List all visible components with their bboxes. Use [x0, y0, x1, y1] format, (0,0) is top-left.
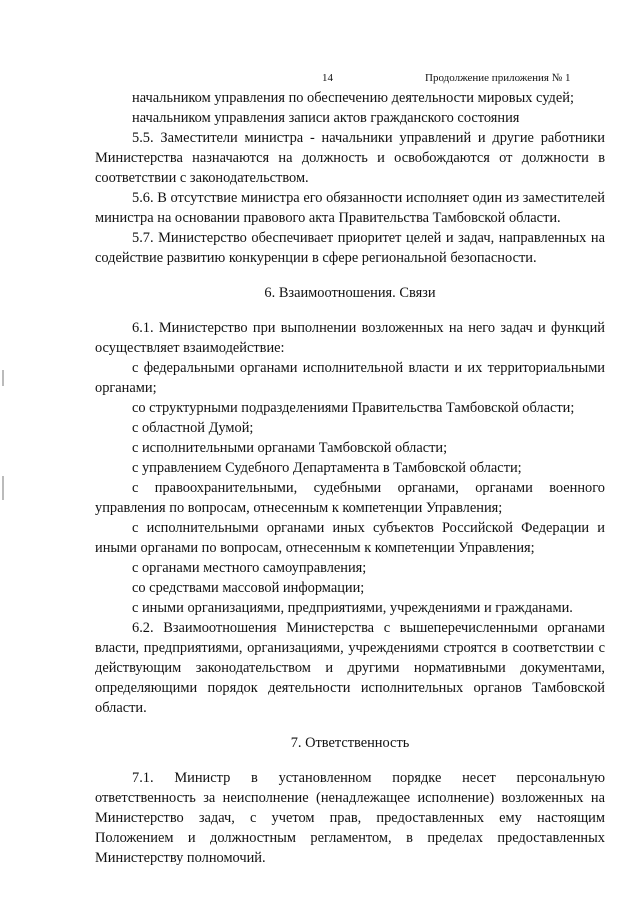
- list-item: со структурными подразделениями Правительства Тамбовской области;: [132, 400, 575, 416]
- paragraph-7-1: 7.1. Министр в установленном порядке несет персональную ответственность за неисполнение (ненадлежащее исполнение) возложенных на Министерство задач, с учетом прав, предоставленных ему настоящим Положением и должностным регламентом, в пределах предоставленных Министерству полномочий.: [95, 770, 605, 866]
- list-item: с органами местного самоуправления;: [132, 560, 367, 576]
- list-item: с управлением Судебного Департамента в Тамбовской области;: [132, 460, 522, 476]
- paragraph: начальником управления по обеспечению деятельности мировых судей;: [132, 90, 574, 106]
- appendix-continuation-label: Продолжение приложения № 1: [425, 72, 571, 84]
- list-item: с иными организациями, предприятиями, учреждениями и гражданами.: [132, 600, 573, 616]
- paragraph-6-2: 6.2. Взаимоотношения Министерства с вышеперечисленными органами власти, предприятиями, организациями, учреждениями строятся в соответствии с действующим законодательством и другими нормативными документами, определяющими порядок деятельности исполнительных органов Тамбовской области.: [95, 620, 605, 716]
- paragraph-5-6: 5.6. В отсутствие министра его обязанности исполняет один из заместителей министра на основании правового акта Правительства Тамбовской области.: [95, 190, 605, 226]
- paragraph-5-5: 5.5. Заместители министра - начальники управлений и другие работники Министерства назначаются на должность и освобождаются от должности в соответствии с законодательством.: [95, 130, 605, 186]
- list-item: с правоохранительными, судебными органами, органами военного управления по вопросам, отнесенным к компетенции Управления;: [95, 480, 605, 516]
- list-item: с исполнительными органами Тамбовской области;: [132, 440, 448, 456]
- list-item: с федеральными органами исполнительной власти и их территориальными органами;: [95, 360, 605, 396]
- margin-scan-marks: [2, 370, 8, 590]
- document-body: [95, 88, 605, 868]
- paragraph-5-7: 5.7. Министерство обеспечивает приоритет целей и задач, направленных на содействие развитию конкуренции в сфере региональной безопасности.: [95, 230, 605, 266]
- list-item: с областной Думой;: [132, 420, 254, 436]
- paragraph: начальником управления записи актов гражданского состояния: [132, 110, 520, 126]
- list-item: с исполнительными органами иных субъектов Российской Федерации и иными органами по вопросам, отнесенным к компетенции Управления;: [95, 520, 605, 556]
- page-number: 14: [322, 72, 333, 84]
- section-heading-7: 7. Ответственность: [290, 735, 410, 751]
- section-heading-6: 6. Взаимоотношения. Связи: [264, 285, 436, 301]
- paragraph-6-1: 6.1. Министерство при выполнении возложенных на него задач и функций осуществляет взаимодействие:: [95, 320, 605, 356]
- list-item: со средствами массовой информации;: [132, 580, 365, 596]
